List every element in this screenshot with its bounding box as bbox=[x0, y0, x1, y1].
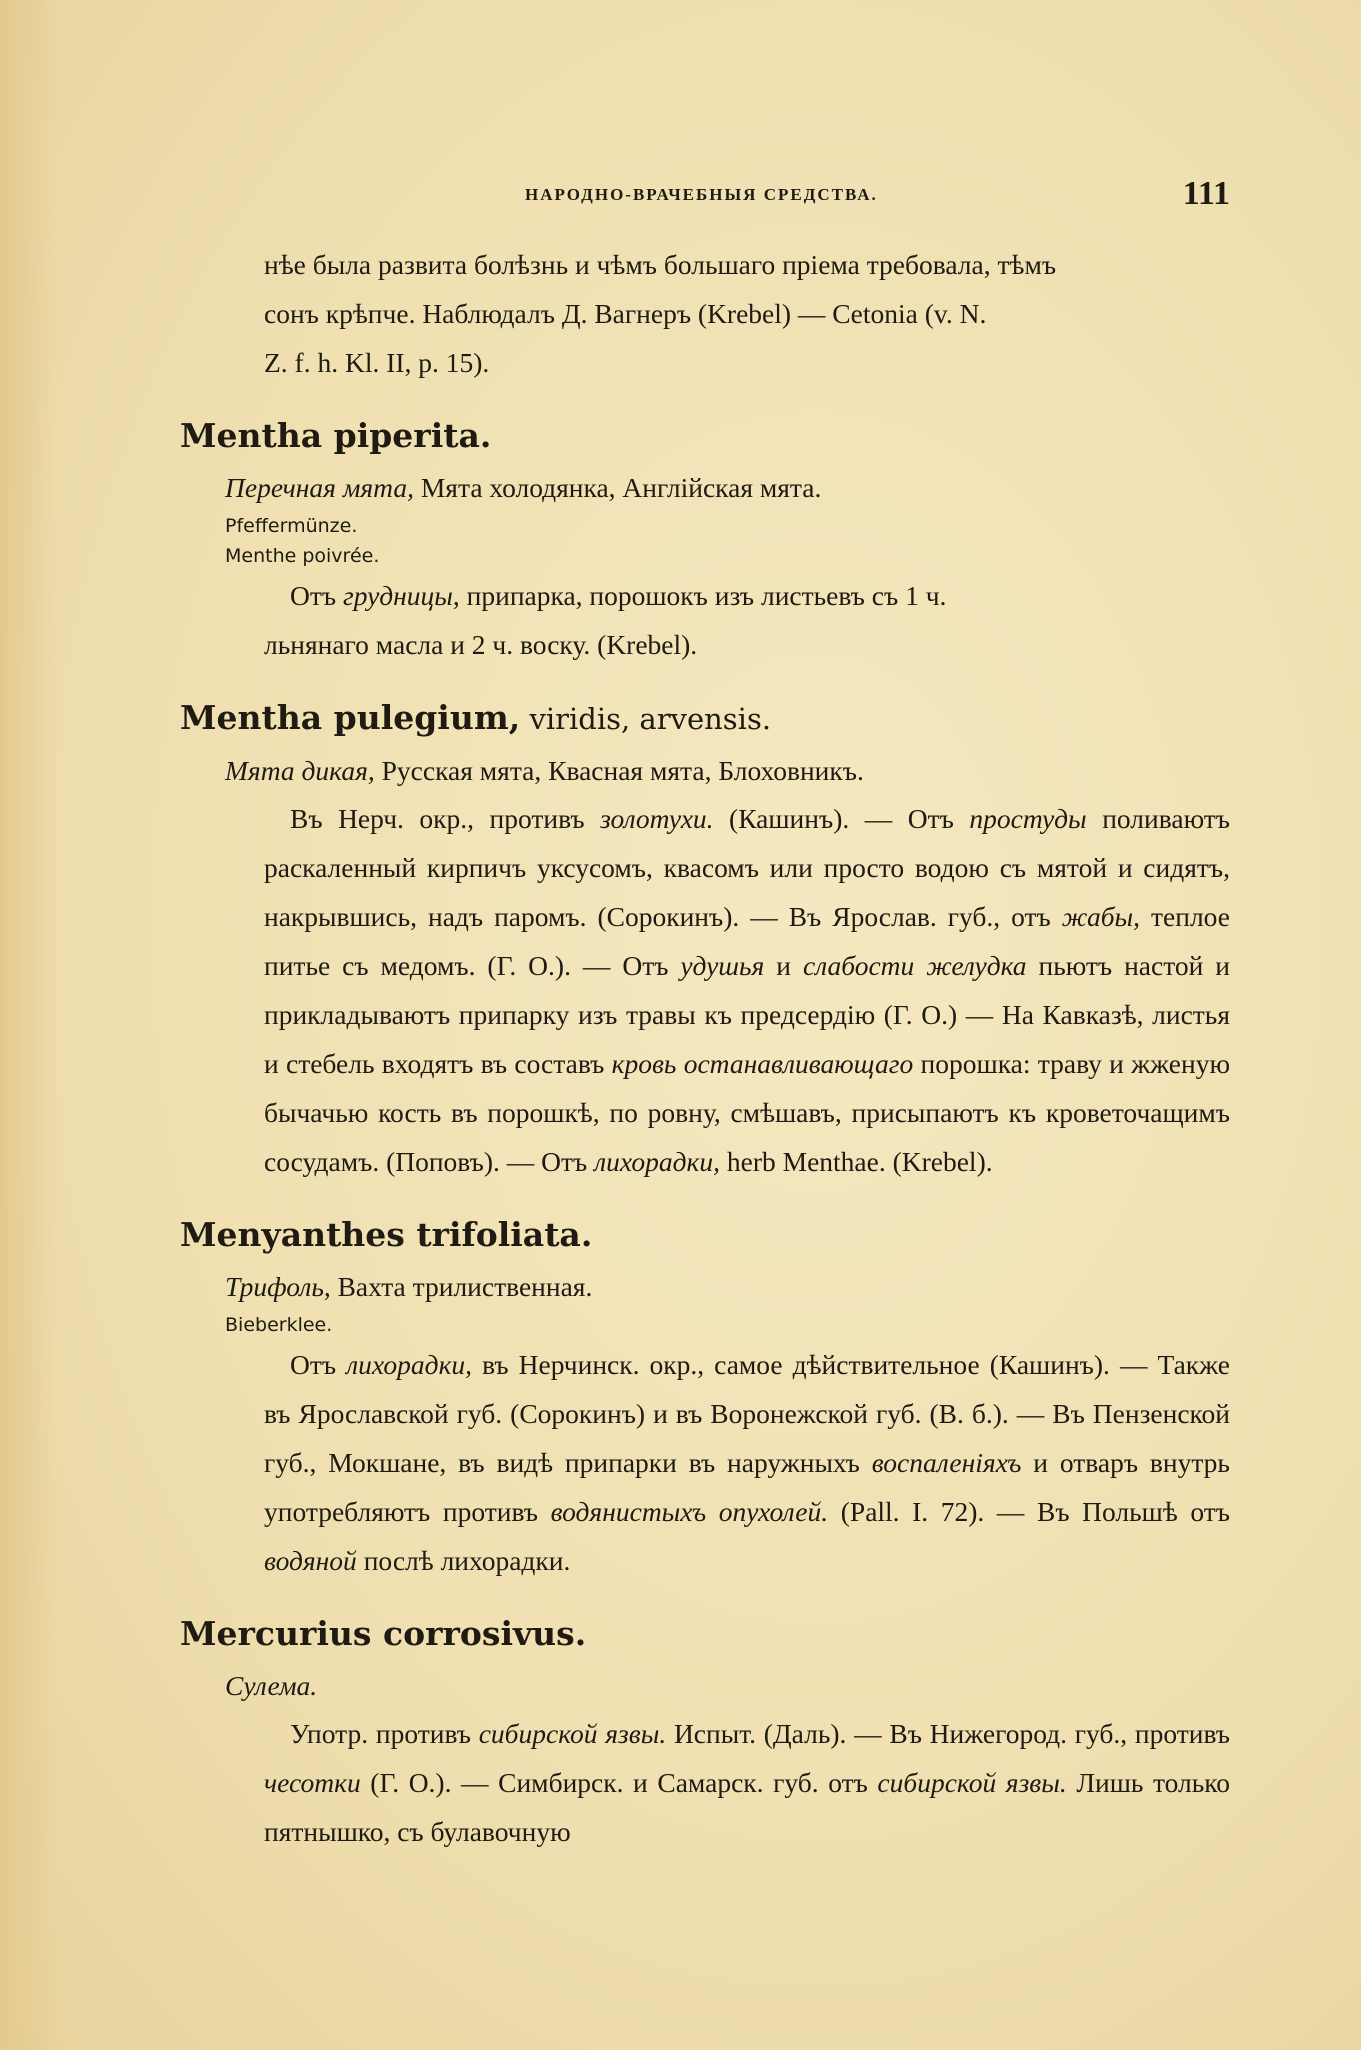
text: Отъ bbox=[290, 580, 343, 611]
russian-name-rest: Мята холодянка, Англійская мята. bbox=[413, 472, 822, 503]
entry-title-menyanthes: Menyanthes trifoliata. bbox=[180, 1215, 593, 1254]
entry-title-mentha-piperita: Mentha piperita. bbox=[180, 416, 492, 455]
text: Испыт. (Даль). — Въ Нижегород. губ., противъ bbox=[666, 1718, 1231, 1749]
running-title: НАРОДНО-ВРАЧЕБНЫЯ СРЕДСТВА. bbox=[525, 185, 878, 204]
russian-name-rest: Русская мята, Квасная мята, Блоховникъ. bbox=[374, 755, 864, 786]
text: и отваръ внутрь употребляютъ противъ bbox=[264, 1447, 1230, 1527]
italic-term: золотухи. bbox=[600, 803, 714, 834]
french-name: Menthe poivrée. bbox=[225, 545, 380, 567]
russian-name-main: Сулема. bbox=[225, 1670, 318, 1701]
text: порошка: траву и жженую бычачью кость въ порошкѣ, по ровну, смѣшавъ, присыпаютъ къ кроветочащимъ сосудамъ. (Поповъ). — Отъ bbox=[264, 1048, 1230, 1177]
text: послѣ лихорадки. bbox=[356, 1545, 571, 1576]
intro-line-1: нѣе была развита болѣзнь и чѣмъ большаго пріема требовала, тѣмъ bbox=[264, 249, 1057, 280]
italic-term: лихорадки, bbox=[594, 1146, 721, 1177]
russian-name-main: Трифоль, bbox=[225, 1271, 331, 1302]
russian-name-rest: Вахта трилиственная. bbox=[330, 1271, 593, 1302]
paragraph bbox=[180, 571, 1230, 620]
title-extra: viridis, arvensis. bbox=[520, 702, 772, 736]
russian-names bbox=[180, 1264, 1230, 1310]
german-name: Bieberklee. bbox=[225, 1314, 333, 1336]
italic-term: водянистыхъ опухолей. bbox=[550, 1496, 829, 1527]
italic-term: слабости желудка bbox=[802, 950, 1027, 981]
russian-name-main: Мята дикая, bbox=[225, 755, 375, 786]
italic-term: лихорадки, bbox=[346, 1349, 473, 1380]
russian-names bbox=[180, 465, 1230, 511]
italic-term: простуды bbox=[969, 803, 1087, 834]
text: (Pall. I. 72). — Въ Польшѣ отъ bbox=[828, 1496, 1230, 1527]
page-spine-shadow bbox=[0, 0, 60, 2050]
text: herb Menthae. (Krebel). bbox=[720, 1146, 993, 1177]
text: Въ Нерч. окр., противъ bbox=[290, 803, 601, 834]
text: теплое питье съ медомъ. (Г. О.). — Отъ bbox=[264, 901, 1230, 981]
text: и bbox=[764, 950, 803, 981]
german-name: Pfeffermünze. bbox=[225, 515, 358, 537]
intro-line-2: сонъ крѣпче. Наблюдалъ Д. Вагнеръ (Krebel) — Cetonia (v. N. bbox=[264, 298, 987, 329]
paragraph bbox=[180, 1709, 1230, 1856]
page-number: 111 bbox=[1182, 175, 1230, 212]
intro-line-3: Z. f. h. Kl. II, p. 15). bbox=[264, 347, 490, 378]
text: , припарка, порошокъ изъ листьевъ съ 1 ч. bbox=[452, 580, 947, 611]
italic-term: сибирской язвы. bbox=[478, 1718, 667, 1749]
page-header bbox=[180, 175, 1230, 235]
russian-name-main: Перечная мята, bbox=[225, 472, 414, 503]
text: Употр. противъ bbox=[290, 1718, 479, 1749]
text: поливаютъ раскаленный кирпичъ уксусомъ, квасомъ или просто водою съ мятой и сидятъ, накрывшись, надъ паромъ. (Сорокинъ). — Въ Ярослав. губ., отъ bbox=[264, 803, 1230, 932]
italic-term: удушья bbox=[680, 950, 765, 981]
page-content bbox=[180, 240, 1230, 1856]
paragraph bbox=[180, 794, 1230, 1186]
paragraph bbox=[180, 1340, 1230, 1585]
italic-term: грудницы bbox=[342, 580, 453, 611]
title-text: Mentha pulegium, bbox=[180, 698, 521, 737]
entry-title-mercurius: Mercurius corrosivus. bbox=[180, 1614, 587, 1653]
italic-term: сибирской язвы. bbox=[877, 1767, 1067, 1798]
russian-names bbox=[180, 1663, 1230, 1709]
italic-term: жабы, bbox=[1061, 901, 1141, 932]
italic-term: водяной bbox=[264, 1545, 357, 1576]
italic-term: воспаленіяхъ bbox=[871, 1447, 1022, 1478]
italic-term: чесотки bbox=[264, 1767, 361, 1798]
text: въ Нерчинск. окр., самое дѣйствительное (Кашинъ). — Также въ Ярославской губ. (Сорокинъ) и въ Воронежской губ. (В. б.). — Въ Пензенской губ., Мокшане, въ видѣ припарки въ наружныхъ bbox=[264, 1349, 1230, 1478]
text: Отъ bbox=[290, 1349, 347, 1380]
text: (Г. О.). — Симбирск. и Самарск. губ. отъ bbox=[360, 1767, 878, 1798]
russian-names bbox=[180, 748, 1230, 794]
text: пьютъ настой и прикладываютъ припарку изъ травы къ предсердію (Г. О.) — На Кавказѣ, листья и стебель входятъ въ составъ bbox=[264, 950, 1231, 1079]
paragraph-line: льнянаго масла и 2 ч. воску. (Krebel). bbox=[264, 629, 698, 660]
italic-term: кровь останавливающаго bbox=[611, 1048, 914, 1079]
entry-title-mentha-pulegium bbox=[180, 693, 1230, 744]
text: Лишь только пятнышко, съ булавочную bbox=[264, 1767, 1231, 1847]
text: (Кашинъ). — Отъ bbox=[713, 803, 970, 834]
